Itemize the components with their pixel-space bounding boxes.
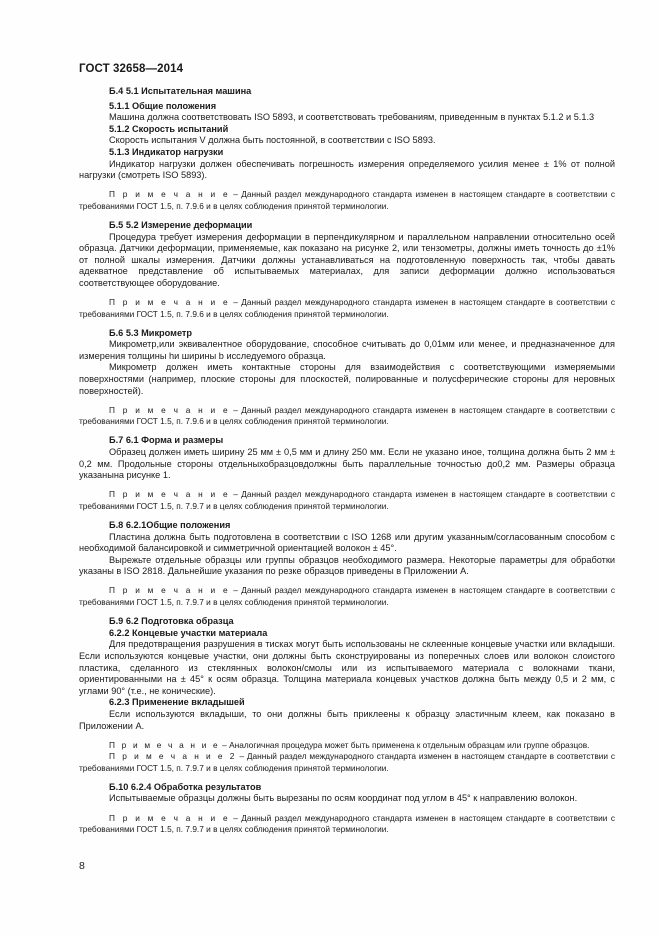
section-b7-title: Б.7 6.1 Форма и размеры [109, 435, 224, 446]
note-label: П р и м е ч а н и е [109, 189, 230, 200]
section-b5-text: Процедура требует измерения деформации в перпендикулярном и параллельном направлении относительно осей образца. Датчики деформации, применяемые, как показано на рисунке 2, или тензометры, должны иметь точность до ±1% от полной шкалы измерения. Датчики должны устанавливаться на подготовленную поверхность так, чтобы давать адекватное представление об испытываемых материалах, для записи деформации должно использоваться соответствующее оборудование. [79, 231, 615, 288]
section-b5-title: Б.5 5.2 Измерение деформации [109, 219, 253, 230]
subsection-511-text: Машина должна соответствовать ISO 5893, и соответствовать требованиям, приведенным в пунктах 5.1.2 и 5.1.3 [109, 112, 595, 123]
section-b4-title: Б.4 5.1 Испытательная машина [109, 86, 252, 96]
note-text: – Данный раздел международного стандарта изменен в настоящем стандарте в соответствии с требованиями ГОСТ 1.5, п. 7.9.7 и в целях соблюдения принятой терминологии. [79, 489, 615, 511]
note-text: – Данный раздел международного стандарта изменен в настоящем стандарте в соответствии с требованиями ГОСТ 1.5, п. 7.9.7 и в целях соблюдения принятой терминологии. [79, 751, 615, 773]
note-b6 [79, 405, 615, 428]
note-b4 [79, 189, 615, 212]
section-b6-text-2: Микрометр должен иметь контактные стороны для взаимодействия с соответствующими измеряемыми поверхностями (например, плоские стороны для плоскостей, полированные и полусферические стороны для неровных поверхностей). [79, 362, 615, 396]
note-text: – Данный раздел международного стандарта изменен в настоящем стандарте в соответствии с требованиями ГОСТ 1.5, п. 7.9.6 и в целях соблюдения принятой терминологии. [79, 189, 615, 211]
section-b8-title: Б.8 6.2.1Общие положения [109, 520, 231, 530]
page-number: 8 [79, 860, 85, 872]
note-label: П р и м е ч а н и е [109, 585, 230, 596]
note-text: – Данный раздел международного стандарта изменен в настоящем стандарте в соответствии с требованиями ГОСТ 1.5, п. 7.9.6 и в целях соблюдения принятой терминологии. [79, 404, 615, 427]
document-header: ГОСТ 32658—2014 [79, 63, 184, 75]
note-text: – Аналогичная процедура может быть применена к отдельным образцам или группе образцов. [219, 739, 590, 750]
section-b7-text: Образец должен иметь ширину 25 мм ± 0,5 мм и длину 250 мм. Если не указано иное, толщина должна быть 2 мм ± 0,2 мм. Продольные стороны отдельныхобразцовдолжны быть параллельные точностью до0,2 мм. Размеры образца указанына рисунке 1. [79, 447, 615, 481]
section-b9-title: Б.9 6.2 Подготовка образца [109, 616, 234, 627]
subsection-512-text: Скорость испытания V должна быть постоянной, в соответствии с ISO 5893. [109, 135, 436, 146]
note-label: П р и м е ч а н и е [109, 404, 230, 415]
subsection-622-text: Для предотвращения разрушения в тисках могут быть использованы не склеенные концевые участки или вкладыши. Если используются концевые участки, они должны быть сконструированы из поперечных слоев или волокон слоистого пластика, сделанного из стеклянных волокон/смолы или из испытываемого материала с волокнами ткани, ориентированными на ± 45° к осям образца. Толщина материала концевых участков должна быть между 0,5 и 2 мм, с углами 90° (т.е., не конические). [79, 639, 615, 696]
note-text: – Данный раздел международного стандарта изменен в настоящем стандарте в соответствии с требованиями ГОСТ 1.5, п. 7.9.7 и в целях соблюдения принятой терминологии. [79, 812, 615, 835]
subsection-513-title: 5.1.3 Индикатор нагрузки [109, 146, 224, 157]
subsection-622-title: 6.2.2 Концевые участки материала [109, 627, 268, 638]
section-b6-text-1: Микрометр,или эквивалентное оборудование, способное считывать до 0,01мм или менее, и предназначенное для измерения толщины hи ширины b исследуемого образца. [79, 339, 615, 361]
note-b8 [79, 585, 615, 608]
note-label: П р и м е ч а н и е [109, 812, 230, 823]
note-text: – Данный раздел международного стандарта изменен в настоящем стандарте в соответствии с требованиями ГОСТ 1.5, п. 7.9.7 и в целях соблюдения принятой терминологии. [79, 585, 615, 608]
note-b9-2 [79, 751, 615, 774]
subsection-623-text: Если используются вкладыши, то они должны быть приклеены к образцу эластичным клеем, как показано в Приложении А. [79, 708, 615, 731]
note-text: – Данный раздел международного стандарта изменен в настоящем стандарте в соответствии с требованиями ГОСТ 1.5, п. 7.9.6 и в целях соблюдения принятой терминологии. [79, 297, 615, 319]
subsection-513-text: Индикатор нагрузки должен обеспечивать погрешность измерения определяемого усилия менее ± 1% от полной нагрузки (смотреть ISO 5893). [79, 158, 615, 181]
subsection-511-title: 5.1.1 Общие положения [109, 100, 217, 111]
note-label: П р и м е ч а н и е [109, 739, 220, 750]
section-b10-title: Б.10 6.2.4 Обработка результатов [109, 781, 262, 792]
note-b10 [79, 813, 615, 836]
note-label: П р и м е ч а н и е [109, 489, 230, 500]
note-label: П р и м е ч а н и е [109, 297, 230, 307]
section-b8-text-2: Вырежьте отдельные образцы или группы образцов необходимого размера. Некоторые параметры для обработки указаны в ISO 2818. Дальнейшие указания по резке образцов приведены в Приложении А. [79, 554, 615, 577]
note-label-2: П р и м е ч а н и е 2 [109, 751, 237, 762]
section-b10-text: Испытываемые образцы должны быть вырезаны по осям координат под углом в 45° к направлению волокон. [109, 793, 578, 804]
document-body [79, 86, 615, 836]
note-b5 [79, 297, 615, 320]
note-b7 [79, 489, 615, 512]
section-b8-text-1: Пластина должна быть подготовлена в соответствии с ISO 1268 или другим указанным/согласованным способом с необходимой балансировкой и симметричной ориентацией волокон ± 45°. [79, 531, 615, 554]
subsection-512-title: 5.1.2 Скорость испытаний [109, 123, 229, 134]
section-b6-title: Б.6 5.3 Микрометр [109, 327, 193, 338]
note-b9-1 [79, 740, 615, 752]
subsection-623-title: 6.2.3 Применение вкладышей [109, 697, 245, 708]
